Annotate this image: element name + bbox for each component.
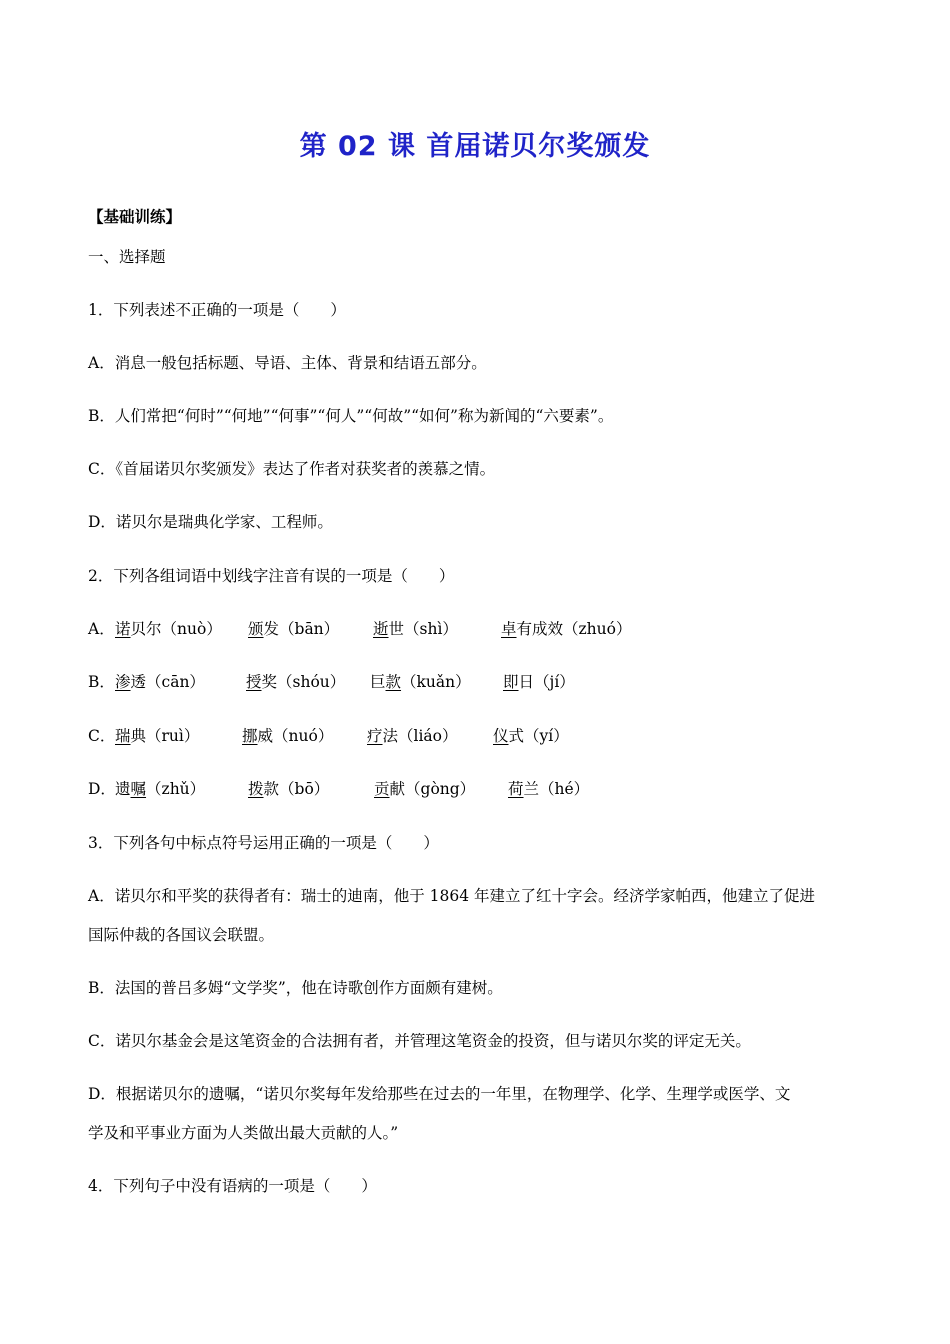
pinyin-text: （zhǔ） xyxy=(146,780,206,798)
underlined-char: 嘱 xyxy=(130,780,147,798)
pinyin-text: 兰（hé） xyxy=(523,780,590,798)
pinyin-text: 法（liáo） xyxy=(382,727,458,745)
section-heading: 【基础训练】 xyxy=(88,207,182,226)
pinyin-item xyxy=(115,619,222,639)
underlined-char: 诺 xyxy=(115,620,131,638)
pinyin-item xyxy=(373,619,458,639)
pinyin-text: 贝尔（nuò） xyxy=(130,620,222,638)
underlined-char: 款 xyxy=(385,673,402,691)
part-heading: 一、选择题 xyxy=(88,248,166,266)
underlined-char: 渗 xyxy=(115,673,131,691)
underlined-char: 卓 xyxy=(501,620,517,638)
question-1-option-a: A．消息一般包括标题、导语、主体、背景和结语五部分。 xyxy=(88,354,487,372)
pinyin-item xyxy=(374,779,475,799)
underlined-char: 拨 xyxy=(248,780,264,798)
pinyin-text: 奖（shóu） xyxy=(261,673,346,691)
question-1-option-d: D．诺贝尔是瑞典化学家、工程师。 xyxy=(88,513,333,531)
question-2-option-a xyxy=(88,619,115,639)
underlined-char: 挪 xyxy=(242,727,258,745)
pinyin-text: 日（jí） xyxy=(518,673,575,691)
underlined-char: 授 xyxy=(246,673,262,691)
option-label: D． xyxy=(88,780,116,798)
question-3-option-c: C．诺贝尔基金会是这笔资金的合法拥有者，并管理这笔资金的投资，但与诺贝尔奖的评定无关。 xyxy=(88,1032,751,1050)
question-4-stem: 4．下列句子中没有语病的一项是（ ） xyxy=(88,1177,377,1195)
underlined-char: 即 xyxy=(503,673,519,691)
option-label: B． xyxy=(88,673,115,691)
pinyin-item xyxy=(370,672,471,692)
question-3-option-a-line-2: 国际仲裁的各国议会联盟。 xyxy=(88,926,275,944)
pinyin-item xyxy=(493,726,569,746)
pinyin-text: 世（shì） xyxy=(388,620,458,638)
question-2-option-c xyxy=(88,726,115,746)
pinyin-item xyxy=(242,726,333,746)
underlined-char: 逝 xyxy=(373,620,389,638)
option-label: C． xyxy=(88,727,116,745)
pinyin-text: 式（yí） xyxy=(508,727,569,745)
question-3-option-d-line-1: D．根据诺贝尔的遗嘱，“诺贝尔奖每年发给那些在过去的一年里，在物理学、化学、生理学或医学、文 xyxy=(88,1085,791,1103)
question-1-option-c: C．《首届诺贝尔奖颁发》表达了作者对获奖者的羡慕之情。 xyxy=(88,460,496,478)
pinyin-prefix: 巨 xyxy=(370,673,386,691)
question-1-option-b: B．人们常把“何时”“何地”“何事”“何人”“何故”“如何”称为新闻的“六要素”。 xyxy=(88,407,614,425)
question-3-option-a-line-1: A．诺贝尔和平奖的获得者有：瑞士的迪南，他于 1864 年建立了红十字会。经济学家帕西，他建立了促进 xyxy=(88,887,815,905)
underlined-char: 荷 xyxy=(508,780,524,798)
pinyin-item xyxy=(115,672,205,692)
pinyin-item xyxy=(248,779,329,799)
underlined-char: 仪 xyxy=(493,727,509,745)
pinyin-prefix: 遗 xyxy=(115,780,131,798)
question-3-option-d-line-2: 学及和平事业方面为人类做出最大贡献的人。” xyxy=(88,1124,399,1142)
underlined-char: 颁 xyxy=(248,620,264,638)
pinyin-item xyxy=(248,619,339,639)
underlined-char: 贡 xyxy=(374,780,390,798)
question-3-option-b: B．法国的普吕多姆“文学奖”，他在诗歌创作方面颇有建树。 xyxy=(88,979,503,997)
question-2-stem: 2．下列各组词语中划线字注音有误的一项是（ ） xyxy=(88,567,455,585)
option-label: A． xyxy=(88,620,115,638)
underlined-char: 疗 xyxy=(367,727,383,745)
pinyin-text: 款（bō） xyxy=(263,780,330,798)
pinyin-item xyxy=(508,779,589,799)
pinyin-text: 透（cān） xyxy=(130,673,205,691)
pinyin-item xyxy=(503,672,575,692)
question-2-option-b xyxy=(88,672,115,692)
pinyin-text: （kuǎn） xyxy=(401,673,471,691)
pinyin-text: 威（nuó） xyxy=(257,727,334,745)
underlined-char: 瑞 xyxy=(115,727,131,745)
pinyin-text: 发（bān） xyxy=(263,620,340,638)
page-title: 第 02 课 首届诺贝尔奖颁发 xyxy=(299,131,651,162)
pinyin-item xyxy=(246,672,345,692)
question-1-stem: 1．下列表述不正确的一项是（ ） xyxy=(88,301,346,319)
pinyin-text: 献（gòng） xyxy=(389,780,476,798)
pinyin-item xyxy=(501,619,631,639)
pinyin-item xyxy=(367,726,458,746)
pinyin-item xyxy=(115,726,199,746)
question-2-option-d xyxy=(88,779,116,799)
pinyin-text: 典（ruì） xyxy=(130,727,200,745)
question-3-stem: 3．下列各句中标点符号运用正确的一项是（ ） xyxy=(88,834,439,852)
pinyin-text: 有成效（zhuó） xyxy=(516,620,632,638)
pinyin-item xyxy=(115,779,205,799)
